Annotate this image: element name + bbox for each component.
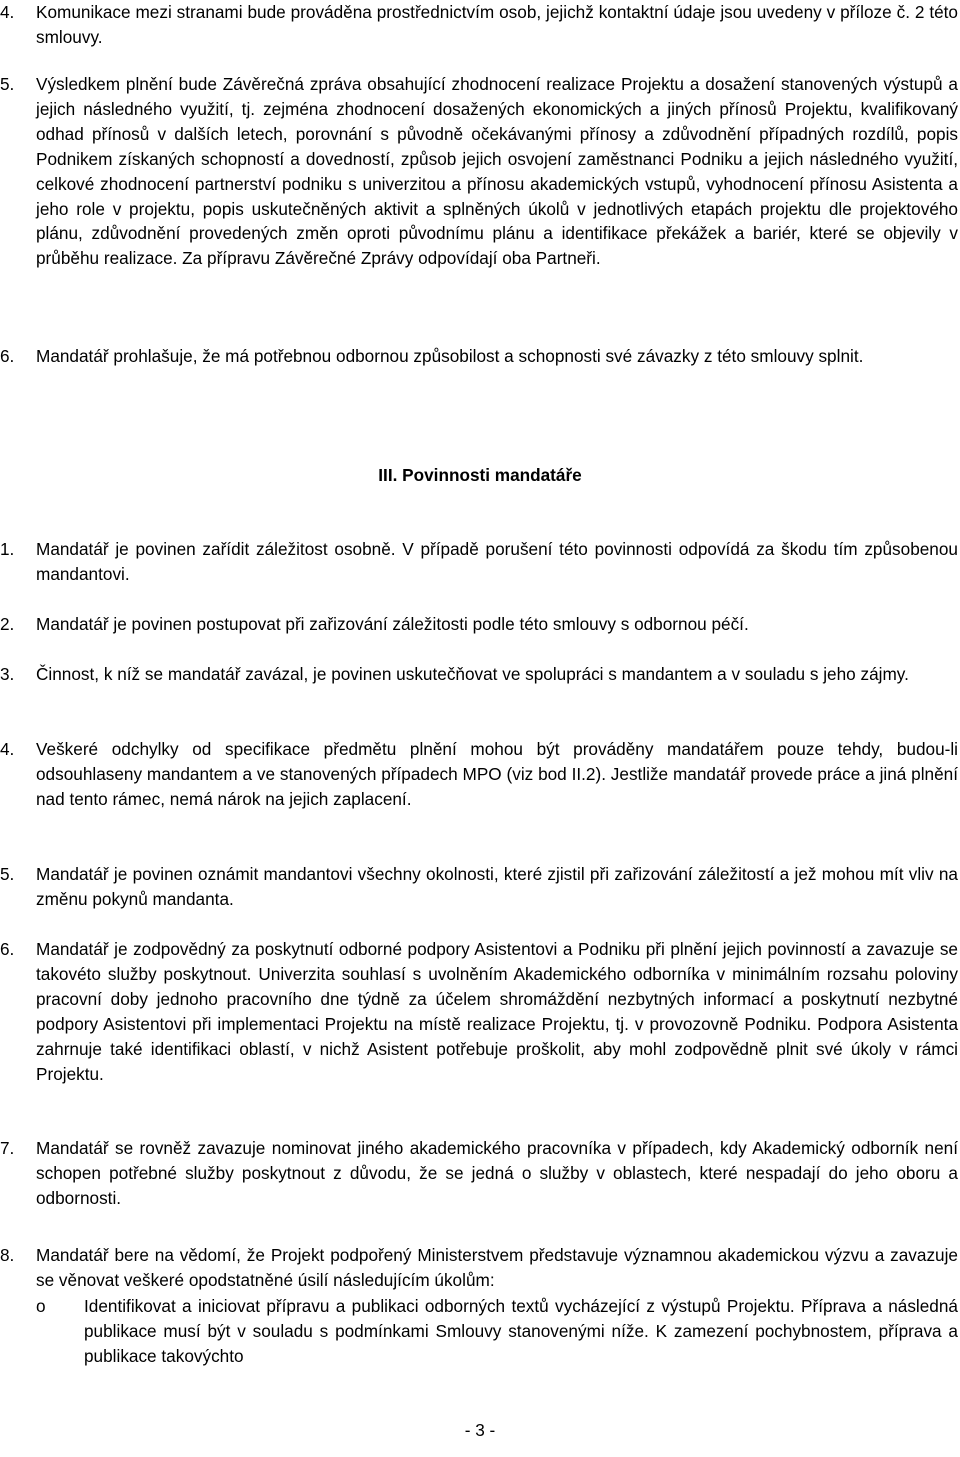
sub-list-item: [0, 1294, 960, 1369]
list-item: [0, 612, 960, 637]
bullet-marker: o: [36, 1296, 46, 1316]
item-number: 1.: [0, 539, 15, 559]
list-item: [0, 862, 960, 912]
item-number: 8.: [0, 1245, 15, 1265]
item-text: Mandatář je zodpovědný za poskytnutí odborné podpory Asistentovi a Podniku při plnění jejich povinností a zavazuje se takovéto služby poskytnout. Univerzita souhlasí s uvolněním Akademického odborníka v minimálním rozsahu poloviny pracovní doby jednoho pracovního dne týdně za účelem shromáždění nezbytných informací a poskytnutí nezbytné podpory Asistentovi při implementaci Projektu na místě realizace Projektu, tj. v provozovně Podniku. Podpora Asistenta zahrnuje také identifikaci oblastí, v nichž Asistent potřebuje proškolit, aby mohl zodpovědně plnit své úkoly v rámci Projektu.: [36, 939, 958, 1084]
item-number: 7.: [0, 1138, 15, 1158]
sub-item-text: Identifikovat a iniciovat přípravu a publikaci odborných textů vycházející z výstupů Projektu. Příprava a následná publikace musí být v souladu s podmínkami Smlouvy stanovenými níže. K zamezení pochybnostem, příprava a publikace takovýchto: [84, 1296, 958, 1366]
list-item: [0, 537, 960, 587]
item-number: 6.: [0, 346, 15, 366]
item-number: 4.: [0, 2, 15, 22]
item-number: 4.: [0, 739, 15, 759]
list-item: [0, 1243, 960, 1293]
item-text: Veškeré odchylky od specifikace předmětu plnění mohou být prováděny mandatářem pouze tehdy, budou-li odsouhlaseny mandantem a ve stanovených případech MPO (viz bod II.2). Jestliže mandatář provede práce a jiná plnění nad tento rámec, nemá nárok na jejich zaplacení.: [36, 739, 958, 809]
list-item: [0, 0, 960, 50]
item-text: Mandatář prohlašuje, že má potřebnou odbornou způsobilost a schopnosti své závazky z této smlouvy splnit.: [36, 346, 864, 366]
list-item: [0, 662, 960, 687]
item-text: Mandatář se rovněž zavazuje nominovat jiného akademického pracovníka v případech, kdy Akademický odborník není schopen potřebné služby poskytnout z důvodu, že se jedná o služby v oblastech, které nespadají do jeho oboru a odbornosti.: [36, 1138, 958, 1208]
page-number: - 3 -: [464, 1420, 496, 1440]
item-text: Komunikace mezi stranami bude prováděna prostřednictvím osob, jejichž kontaktní údaje jsou uvedeny v příloze č. 2 této smlouvy.: [36, 2, 958, 47]
item-number: 5.: [0, 864, 15, 884]
item-text: Mandatář bere na vědomí, že Projekt podpořený Ministerstvem představuje významnou akademickou výzvu a zavazuje se věnovat veškeré opodstatněné úsilí následujícím úkolům:: [36, 1245, 958, 1290]
item-number: 2.: [0, 614, 15, 634]
item-text: Mandatář je povinen zařídit záležitost osobně. V případě porušení této povinnosti odpovídá za škodu tím způsobenou mandantovi.: [36, 539, 958, 584]
item-number: 6.: [0, 939, 15, 959]
item-text: Činnost, k níž se mandatář zavázal, je povinen uskutečňovat ve spolupráci s mandantem a v souladu s jeho zájmy.: [36, 664, 909, 684]
section-heading: III. Povinnosti mandatáře: [378, 465, 582, 485]
list-item: [0, 737, 960, 812]
list-item: [0, 937, 960, 1086]
list-item: [0, 1136, 960, 1211]
item-text: Mandatář je povinen oznámit mandantovi všechny okolnosti, které zjistil při zařizování záležitostí a jež mohou mít vliv na změnu pokynů mandanta.: [36, 864, 958, 909]
item-text: Výsledkem plnění bude Závěrečná zpráva obsahující zhodnocení realizace Projektu a dosažení stanovených výstupů a jejich následného využití, tj. zejména zhodnocení dosažených ekonomických a jiných přínosů Projektu, kvalifikovaný odhad přínosů v dalších letech, porovnání s původně očekávanými přínosy a zdůvodnění případných rozdílů, popis Podnikem získaných schopností a dovedností, způsob jejich osvojení zaměstnanci Podniku a jejich následného využití, celkové zhodnocení partnerství podniku s univerzitou a přínosu akademických vstupů, vyhodnocení přínosu Asistenta a jeho role v projektu, popis uskutečněných aktivit a splněných úkolů v jednotlivých etapách projektu dle projektového plánu, zdůvodnění provedených změn oproti původnímu plánu a identifikace překážek a bariér, které se objevily v průběhu realizace. Za přípravu Závěrečné Zprávy odpovídají oba Partneři.: [36, 74, 958, 269]
item-number: 3.: [0, 664, 15, 684]
list-item: [0, 72, 960, 271]
list-item: [0, 344, 960, 369]
item-number: 5.: [0, 74, 15, 94]
item-text: Mandatář je povinen postupovat při zařizování záležitosti podle této smlouvy s odbornou péčí.: [36, 614, 749, 634]
